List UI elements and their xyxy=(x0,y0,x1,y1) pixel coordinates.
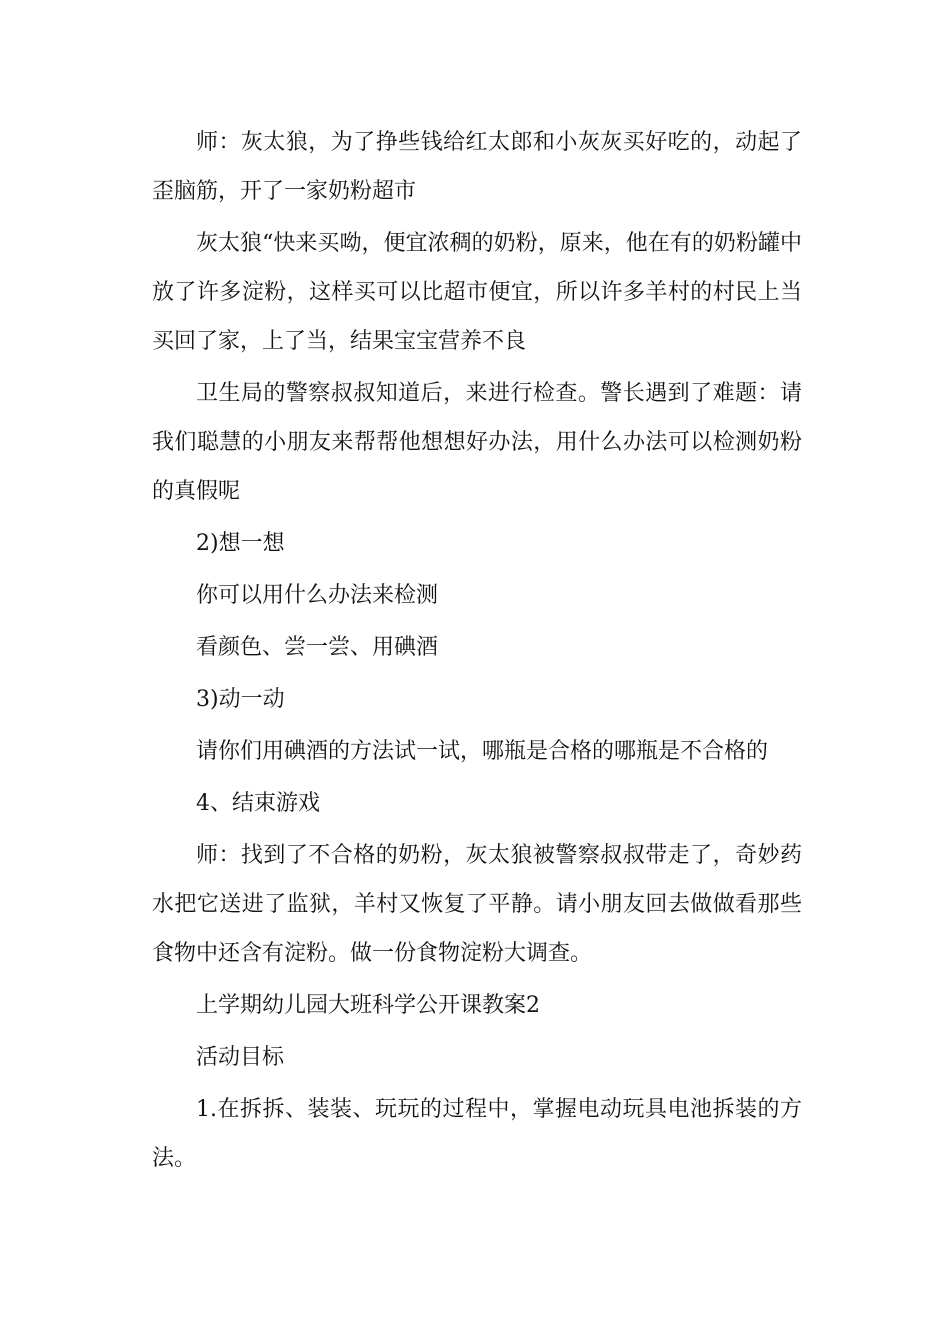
paragraph: 你可以用什么办法来检测 xyxy=(196,583,439,608)
paragraph: 请你们用碘酒的方法试一试，哪瓶是合格的哪瓶是不合格的 xyxy=(196,739,769,764)
paragraph: 师：找到了不合格的奶粉，灰太狼被警察叔叔带走了，奇妙药水把它送进了监狱，羊村又恢复了平静。请小朋友回去做做看那些食物中还含有淀粉。做一份食物淀粉大调查。 xyxy=(152,843,802,966)
paragraph: 4、结束游戏 xyxy=(196,791,320,816)
paragraph: 2)想一想 xyxy=(196,531,285,556)
paragraph: 师：灰太狼，为了挣些钱给红太郎和小灰灰买好吃的，动起了歪脑筋，开了一家奶粉超市 xyxy=(152,130,802,204)
section-title: 上学期幼儿园大班科学公开课教案2 xyxy=(196,993,540,1018)
paragraph: 卫生局的警察叔叔知道后，来进行检查。警长遇到了难题：请我们聪慧的小朋友来帮帮他想想好办法，用什么办法可以检测奶粉的真假呢 xyxy=(152,381,802,504)
paragraph: 灰太狼“快来买呦，便宜浓稠的奶粉，原来，他在有的奶粉罐中放了许多淀粉，这样买可以比超市便宜，所以许多羊村的村民上当买回了家，上了当，结果宝宝营养不良 xyxy=(152,231,802,354)
document-body xyxy=(152,118,802,1186)
paragraph: 3)动一动 xyxy=(196,687,285,712)
paragraph: 1.在拆拆、装装、玩玩的过程中，掌握电动玩具电池拆装的方法。 xyxy=(152,1097,802,1171)
subsection-heading: 活动目标 xyxy=(196,1045,285,1070)
paragraph: 看颜色、尝一尝、用碘酒 xyxy=(196,635,439,660)
